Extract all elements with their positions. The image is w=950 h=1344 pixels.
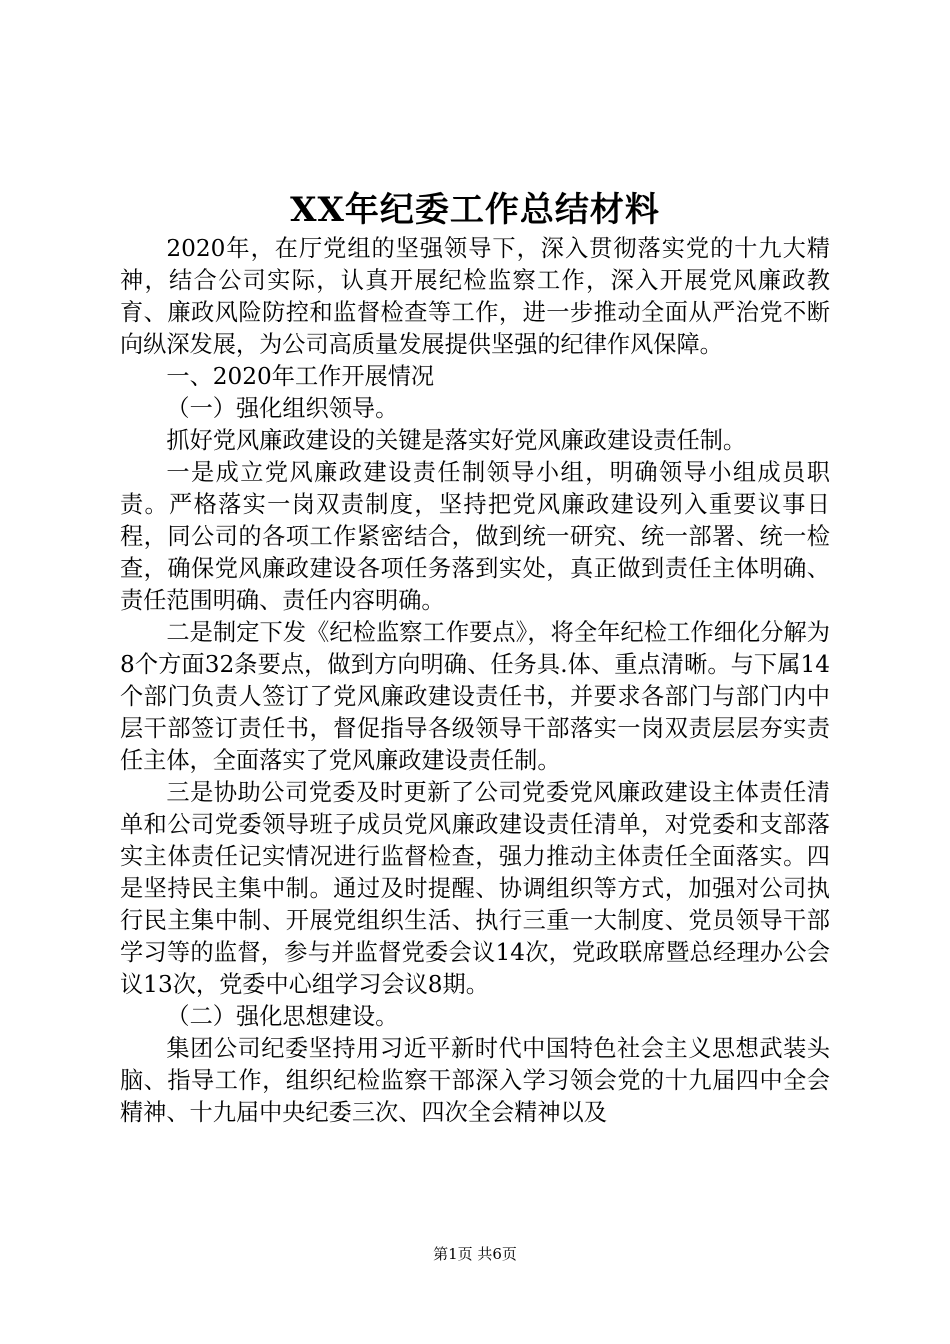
paragraph-intro: 2020年，在厅党组的坚强领导下，深入贯彻落实党的十九大精神，结合公司实际，认真开展纪检监察工作，深入开展党风廉政教育、廉政风险防控和监督检查等工作，进一步推动全面从严治党不断向纵深发展，为公司高质量发展提供坚强的纪律作风保障。 bbox=[120, 235, 830, 358]
page-number-footer: 第1页 共6页 bbox=[433, 1245, 517, 1263]
paragraph-item-1: 一是成立党风廉政建设责任制领导小组，明确领导小组成员职责。严格落实一岗双责制度，坚持把党风廉政建设列入重要议事日程，同公司的各项工作紧密结合，做到统一研究、统一部署、统一检查，确保党风廉政建设各项任务落到实处，真正做到责任主体明确、责任范围明确、责任内容明确。 bbox=[120, 459, 830, 614]
paragraph-thought: 集团公司纪委坚持用习近平新时代中国特色社会主义思想武装头脑、指导工作，组织纪检监察干部深入学习领会党的十九届四中全会精神、十九届中央纪委三次、四次全会精神以及 bbox=[120, 1035, 830, 1126]
paragraph-key-point: 抓好党风廉政建设的关键是落实好党风廉政建设责任制。 bbox=[166, 427, 747, 454]
subsection-heading-1: （一）强化组织领导。 bbox=[166, 395, 399, 422]
subsection-heading-2: （二）强化思想建设。 bbox=[166, 1003, 399, 1030]
paragraph-item-2: 二是制定下发《纪检监察工作要点》，将全年纪检工作细化分解为8个方面32条要点，做到方向明确、任务具.体、重点清晰。与下属14个部门负责人签订了党风廉政建设责任书，并要求各部门与部门内中层干部签订责任书，督促指导各级领导干部落实一岗双责层层夯实责任主体，全面落实了党风廉政建设责任制。 bbox=[120, 619, 830, 774]
document-title: XX年纪委工作总结材料 bbox=[290, 190, 660, 230]
document-body bbox=[120, 233, 830, 1129]
paragraph-item-3: 三是协助公司党委及时更新了公司党委党风廉政建设主体责任清单和公司党委领导班子成员党风廉政建设责任清单，对党委和支部落实主体责任记实情况进行监督检查，强力推动主体责任全面落实。四是坚持民主集中制。通过及时提醒、协调组织等方式，加强对公司执行民主集中制、开展党组织生活、执行三重一大制度、党员领导干部学习等的监督，参与并监督党委会议14次，党政联席暨总经理办公会议13次，党委中心组学习会议8期。 bbox=[120, 779, 830, 998]
section-heading-1: 一、2020年工作开展情况 bbox=[166, 363, 435, 390]
